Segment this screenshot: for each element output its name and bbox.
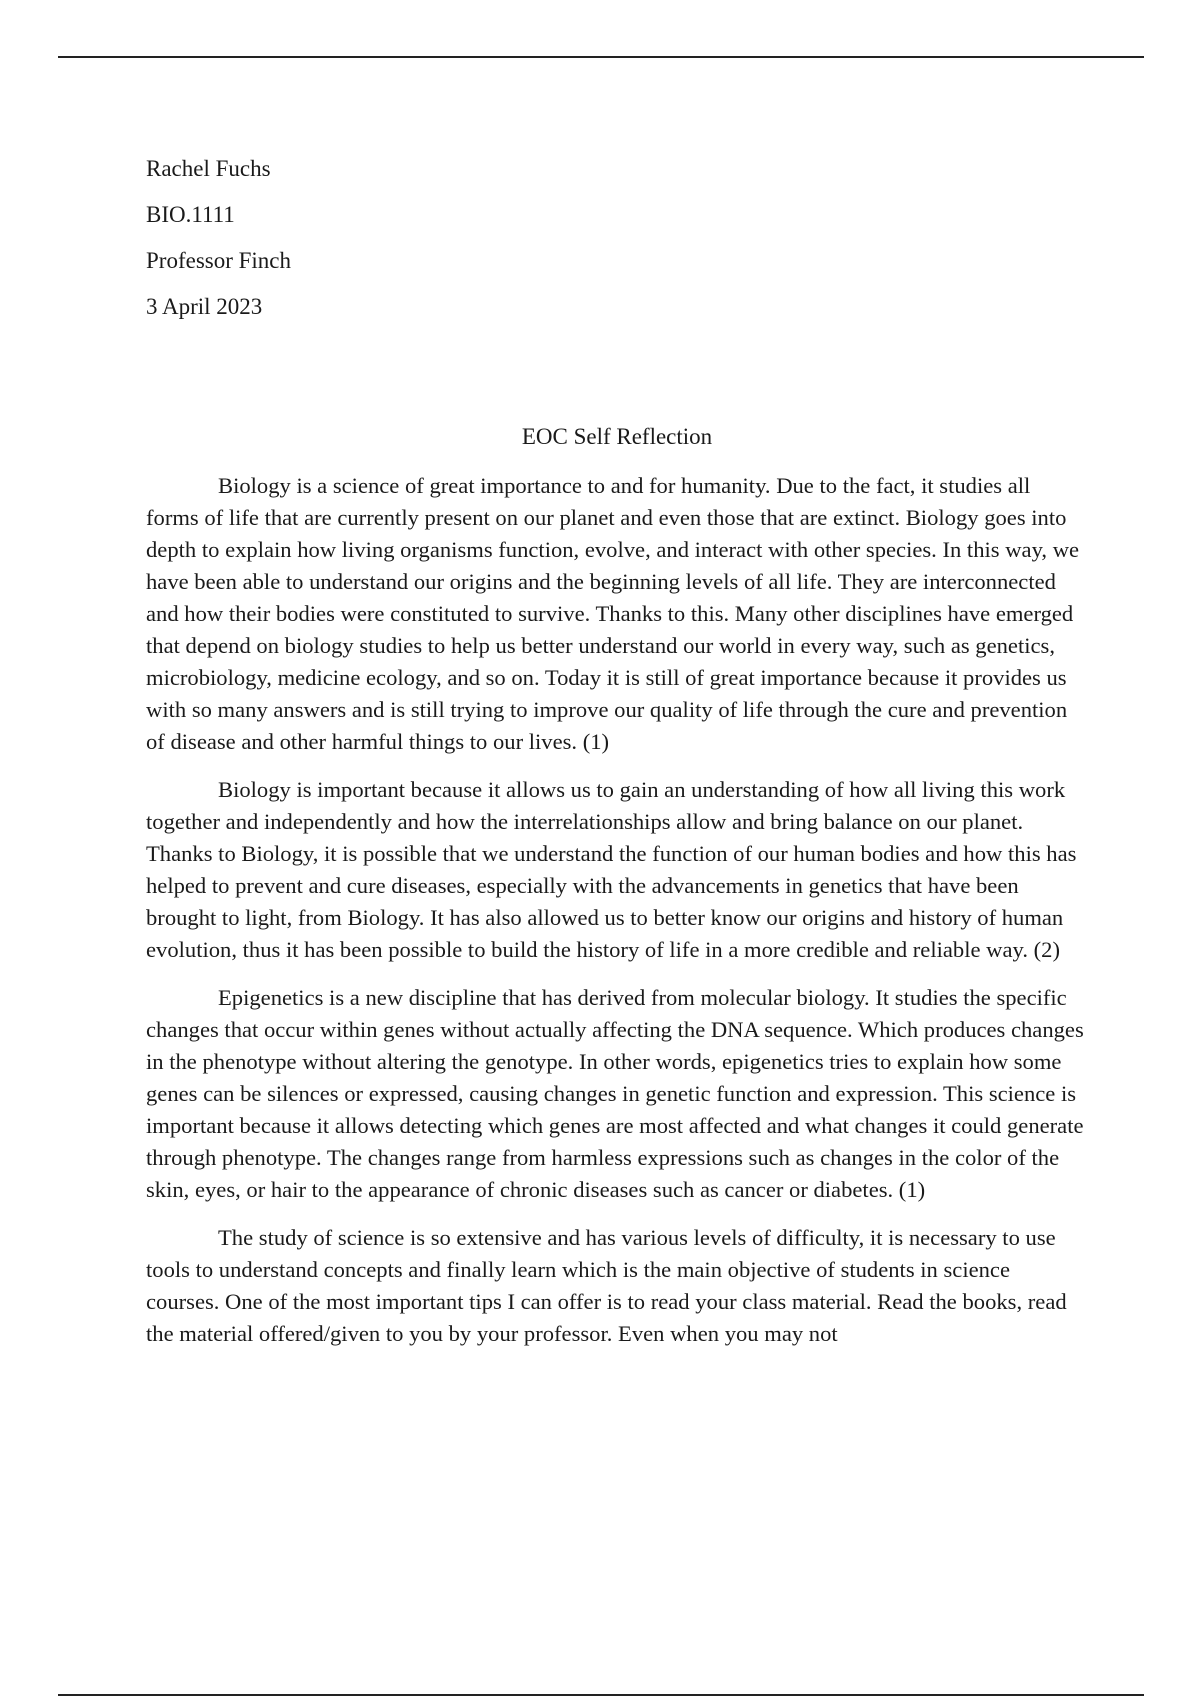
professor-name: Professor Finch [146, 248, 292, 273]
course-code: BIO.1111 [146, 202, 235, 227]
paragraph-2: Biology is important because it allows us to gain an understanding of how all living this work together and independently and how the interrelationships allow and bring balance on our planet. Thanks to Biology, it is possible that we understand the function of our human bodies and how this has helped to prevent and cure diseases, especially with the advancements in genetics that have been brought to light, from Biology. It has also allowed us to better know our origins and history of human evolution, thus it has been possible to build the history of life in a more credible and reliable way. (2) [146, 777, 1077, 962]
bottom-rule [58, 1694, 1144, 1696]
paragraph-3: Epigenetics is a new discipline that has derived from molecular biology. It studies the specific changes that occur within genes without actually affecting the DNA sequence. Which produces changes in the phenotype without altering the genotype. In other words, epigenetics tries to explain how some genes can be silences or expressed, causing changes in genetic function and expression. This science is important because it allows detecting which genes are most affected and what changes it could generate through phenotype. The changes range from harmless expressions such as changes in the color of the skin, eyes, or hair to the appearance of chronic diseases such as cancer or diabetes. (1) [146, 985, 1084, 1202]
document-title: EOC Self Reflection [521, 424, 713, 449]
paragraph-4: The study of science is so extensive and has various levels of difficulty, it is necessary to use tools to understand concepts and finally learn which is the main objective of students in science courses. One of the most important tips I can offer is to read your class material. Read the books, read the material offered/given to you by your professor. Even when you may not [146, 1225, 1067, 1346]
submission-date: 3 April 2023 [146, 294, 263, 319]
top-rule [58, 56, 1144, 58]
author-name: Rachel Fuchs [146, 156, 271, 181]
document-body [146, 470, 1088, 1366]
heading-block [146, 146, 646, 330]
paragraph-1: Biology is a science of great importance to and for humanity. Due to the fact, it studies all forms of life that are currently present on our planet and even those that are extinct. Biology goes into depth to explain how living organisms function, evolve, and interact with other species. In this way, we have been able to understand our origins and the beginning levels of all life. They are interconnected and how their bodies were constituted to survive. Thanks to this. Many other disciplines have emerged that depend on biology studies to help us better understand our world in every way, such as genetics, microbiology, medicine ecology, and so on. Today it is still of great importance because it provides us with so many answers and is still trying to improve our quality of life through the cure and prevention of disease and other harmful things to our lives. (1) [146, 473, 1080, 754]
